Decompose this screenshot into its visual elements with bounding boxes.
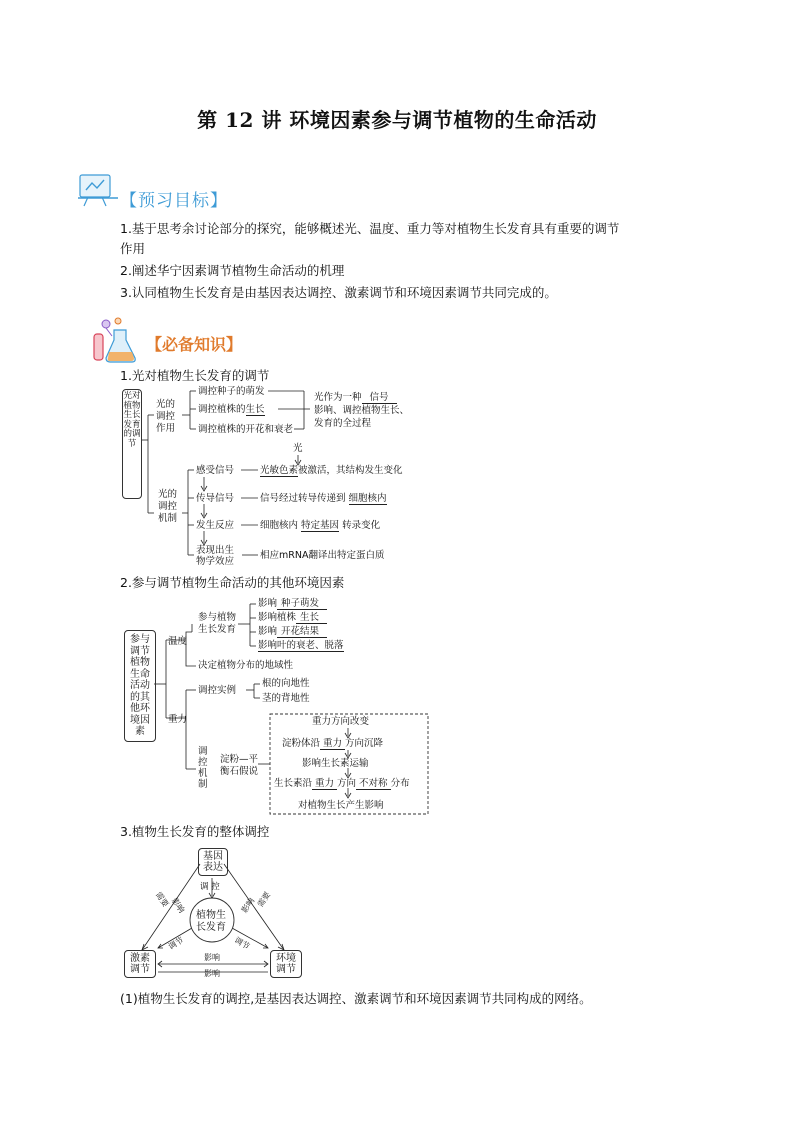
step2-detail: 信号经过转导传递到 细胞核内 (260, 493, 387, 504)
preview-heading: 【预习目标】 (120, 191, 228, 211)
env-node: 环境 调节 (270, 950, 302, 978)
preview-item: 1.基于思考余讨论部分的探究，能够概述光、温度、重力等对植物生长发育具有重要的调节 (120, 221, 620, 236)
flask-icon (88, 316, 142, 364)
flow-step: 生长素沿 重力 方向 不对称 分布 (274, 778, 410, 789)
flow-step: 重力方向改变 (312, 716, 370, 727)
light-label: 光 (293, 443, 303, 454)
role-item: 调控植株的生长 (198, 404, 265, 415)
triangle-diagram (118, 844, 308, 982)
edge-label: 影响 (204, 969, 220, 978)
effect-item: 影响植株 生长 (258, 612, 327, 623)
factors-diagram (118, 594, 438, 819)
knowledge-heading: 【必备知识】 (146, 335, 243, 354)
flow-step: 影响生长素运输 (302, 758, 369, 769)
role-note: 光作为一种 信号 (314, 392, 397, 403)
example-item: 根的向地性 (262, 678, 310, 689)
step1: 感受信号 (196, 465, 235, 476)
step3: 发生反应 (196, 520, 235, 531)
section3-title: 3.植物生长发育的整体调控 (120, 824, 270, 839)
role-item: 调控种子的萌发 (198, 386, 265, 397)
regulate-label: 调 控 (200, 882, 220, 892)
edge-label: 调节 (166, 935, 186, 952)
role-label: 光的调控作用 (156, 399, 176, 434)
light-diagram (118, 385, 428, 570)
example-item: 茎的背地性 (262, 693, 310, 704)
preview-item: 3.认同植物生长发育是由基因表达调控、激素调节和环境因素调节共同完成的。 (120, 285, 557, 300)
root-box (122, 389, 142, 499)
section2-title: 2.参与调节植物生命活动的其他环境因素 (120, 575, 345, 590)
effect-item: 影响 开花结果 (258, 626, 327, 637)
mech-label: 调控机制 (198, 746, 208, 790)
center-node: 植物生 长发育 (196, 910, 226, 933)
section1-title: 1.光对植物生长发育的调节 (120, 368, 270, 383)
step3-detail: 细胞核内 特定基因 转录变化 (260, 520, 381, 531)
edge-label: 需要 (255, 890, 273, 909)
role-note: 影响、调控植物生长、 (314, 405, 410, 416)
factors-root-box (124, 630, 156, 742)
factors-root-label: 参与调节植物生命活动的其他环境因素 (130, 634, 150, 737)
mech-label: 光的调控机制 (158, 489, 178, 524)
flow-step: 淀粉体沿 重力 方向沉降 (282, 738, 384, 749)
temp-label: 温度 (168, 636, 188, 647)
step2: 传导信号 (196, 493, 235, 504)
role-item: 调控植株的开花和衰老 (198, 424, 294, 435)
hypothesis-label: 淀粉—平 衡石假说 (220, 754, 259, 777)
step4-detail: 相应mRNA翻译出特定蛋白质 (260, 550, 385, 561)
hormone-node: 激素 调节 (124, 950, 156, 978)
example-label: 调控实例 (198, 685, 237, 696)
gene-node: 基因 表达 (198, 848, 228, 876)
preview-icon (76, 172, 120, 208)
flow-step: 对植物生长产生影响 (298, 800, 384, 811)
edge-label: 影响 (239, 896, 257, 915)
dist-label: 决定植物分布的地域性 (198, 660, 294, 671)
effect-item: 影响叶的衰老、脱落 (258, 640, 344, 651)
grow-label: 参与植物 生长发育 (198, 612, 237, 635)
edge-label: 需要 (153, 890, 171, 909)
summary-note: (1)植物生长发育的调控,是基因表达调控、激素调节和环境因素调节共同构成的网络。 (120, 991, 592, 1006)
preview-item: 2.阐述华宁因素调节植物生命活动的机理 (120, 263, 345, 278)
page-title: 第 12 讲 环境因素参与调节植物的生命活动 (197, 108, 597, 132)
edge-label: 影响 (204, 953, 220, 962)
edge-label: 影响 (169, 896, 187, 915)
effect-item: 影响 种子萌发 (258, 598, 327, 609)
edge-label: 调节 (232, 935, 252, 952)
step1-detail: 光敏色素被激活，其结构发生变化 (260, 465, 403, 476)
gravity-label: 重力 (168, 714, 188, 725)
root-label: 光对植物生长发育的调节 (123, 391, 141, 449)
role-note: 发育的全过程 (314, 418, 372, 429)
preview-item: 作用 (120, 241, 146, 256)
step4: 表现出生 物学效应 (196, 545, 235, 567)
